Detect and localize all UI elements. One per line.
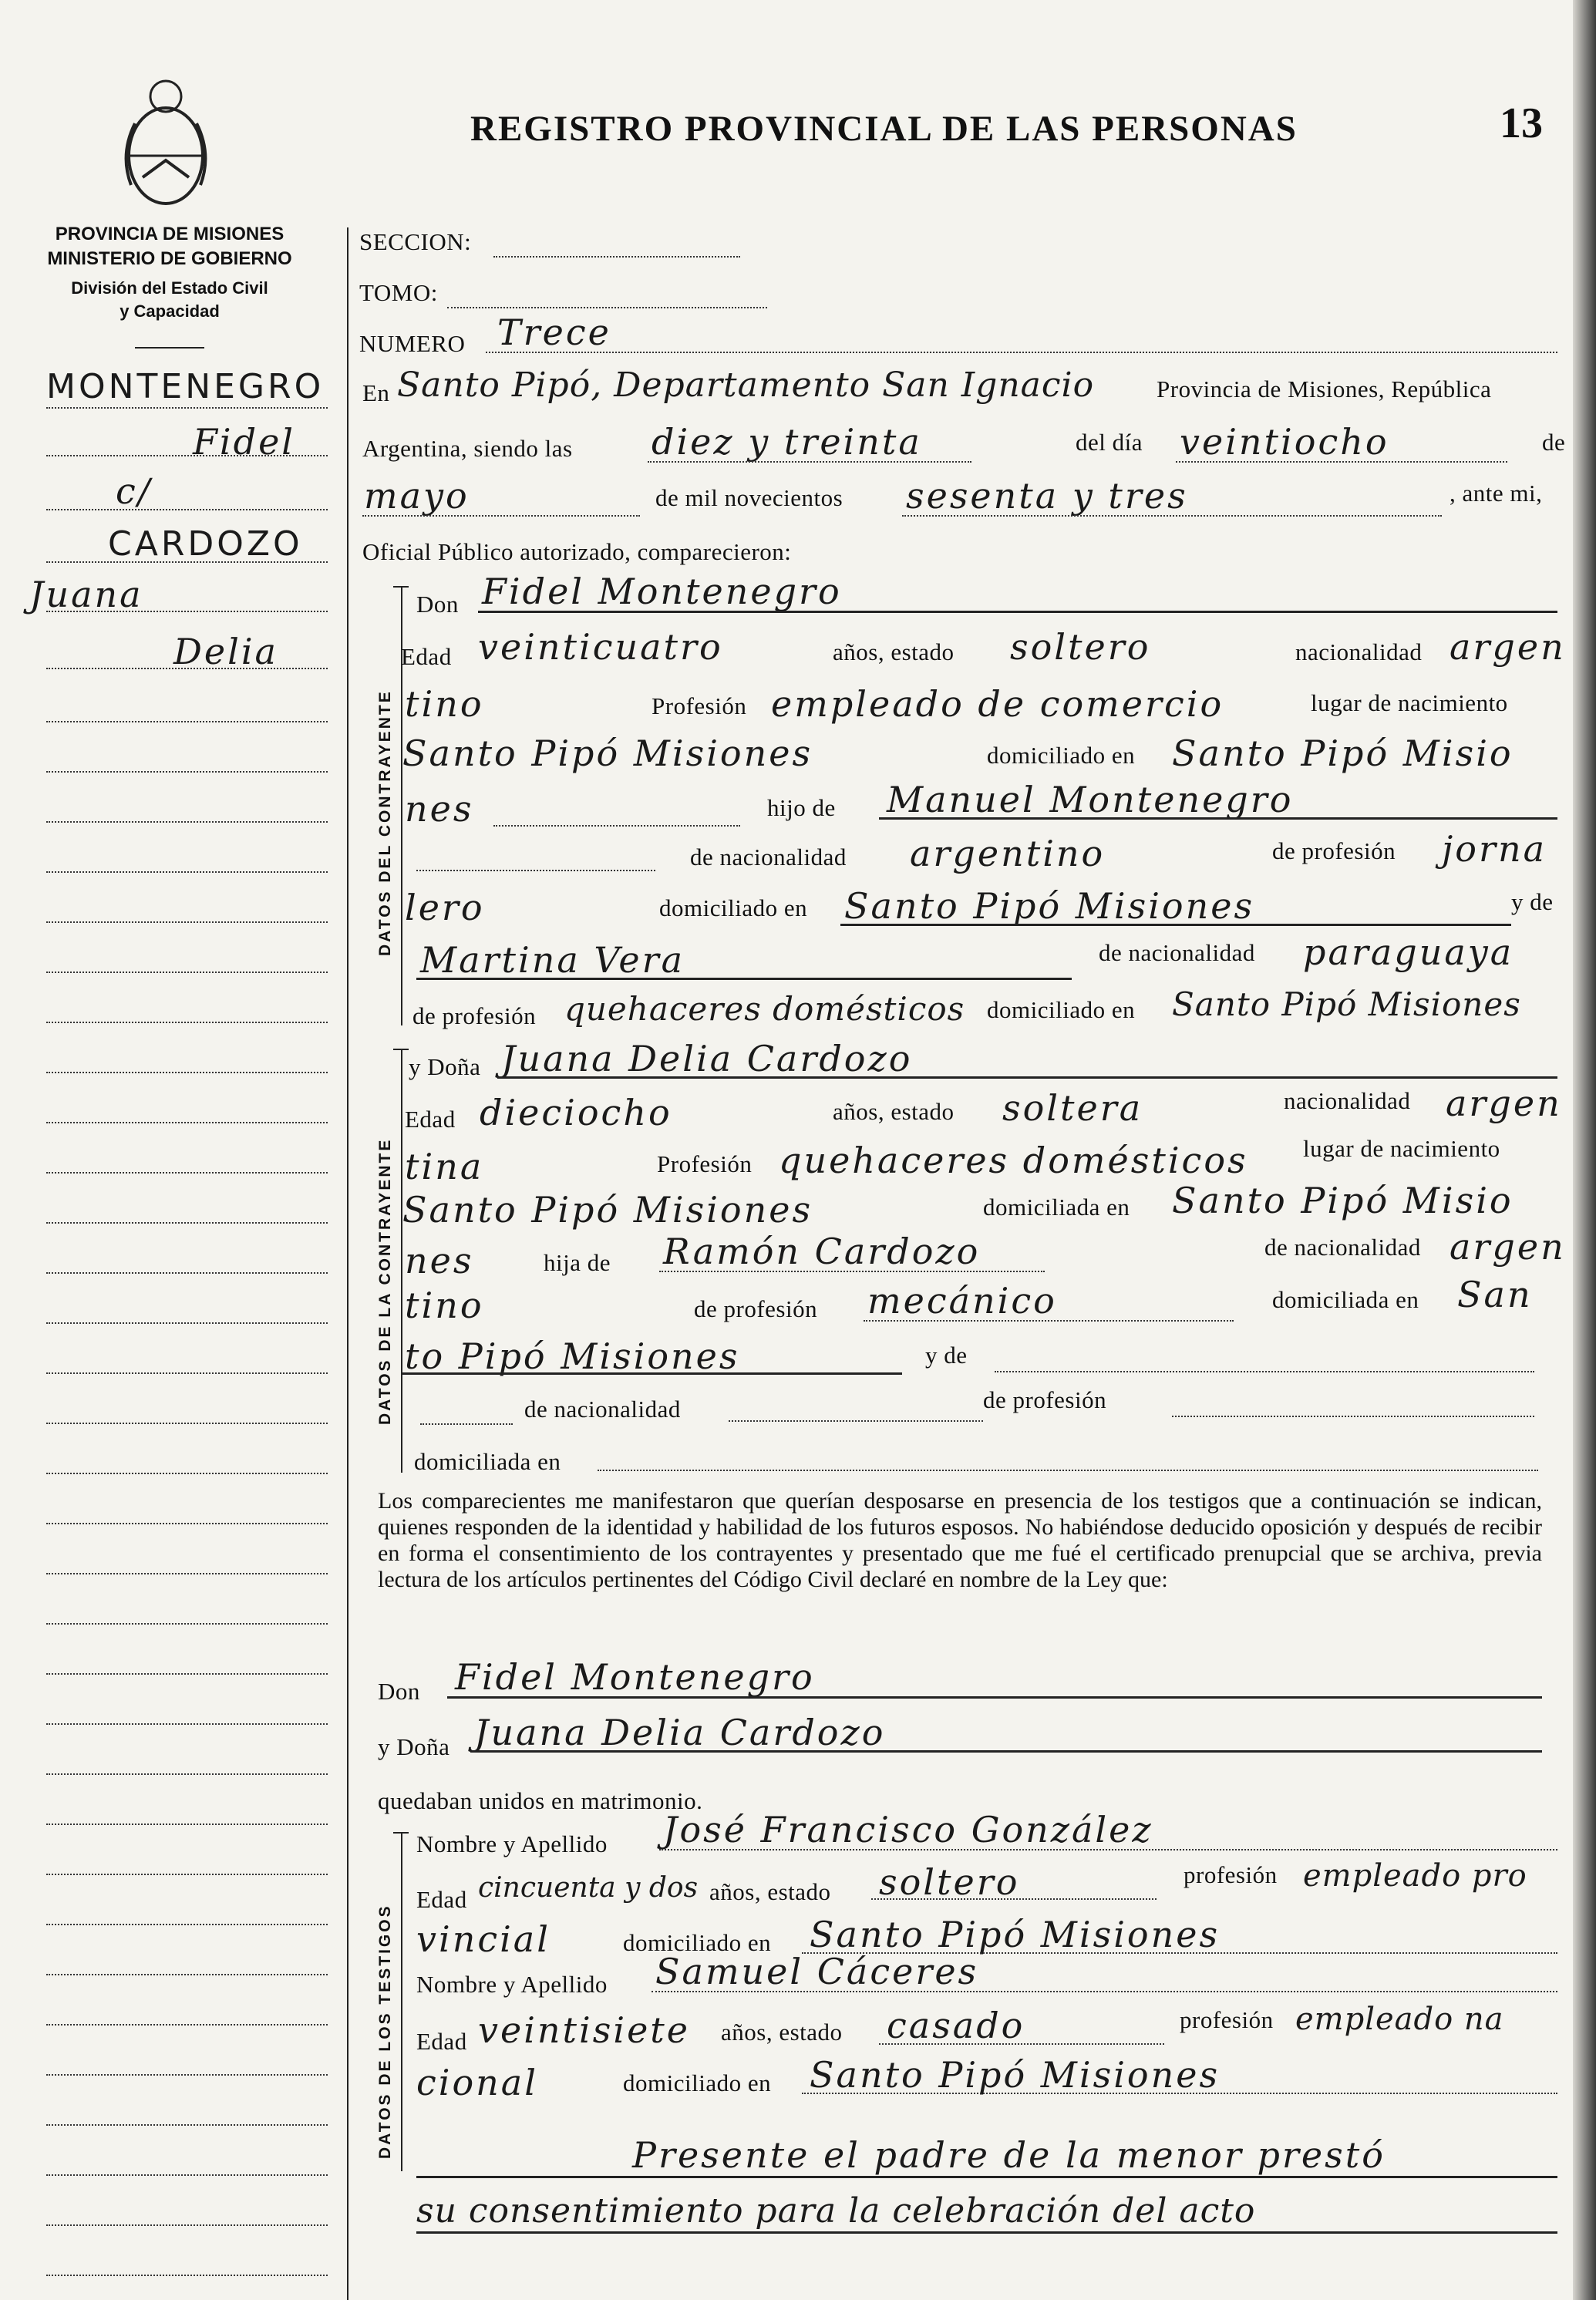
margin-divider bbox=[347, 227, 348, 2300]
anos-estado-label: años, estado bbox=[833, 638, 955, 665]
bride-birthplace: Santo Pipó Misiones bbox=[402, 1189, 813, 1231]
margin-line bbox=[46, 921, 328, 923]
margin-line bbox=[46, 771, 328, 773]
page-edge bbox=[1573, 0, 1596, 2300]
witness-section-bracket bbox=[401, 1832, 402, 2171]
bride-nat-b: tina bbox=[405, 1146, 484, 1187]
page-title: REGISTRO PROVINCIAL DE LAS PERSONAS bbox=[470, 109, 1298, 149]
bride-name-line bbox=[497, 1076, 1557, 1079]
bride-y-de-label: y de bbox=[925, 1342, 968, 1369]
margin-line bbox=[46, 1823, 328, 1825]
declaration-paragraph: Los comparecientes me manifestaron que querían desposarse en presencia de los testigos que a continuación se indican, quienes responden de la identidad y habilidad de los futuros esposos. No habiéndose deducido oposición y después de recibir en forma el consentimiento de los contrayentes y presentado que me fué el certificado prenupcial que se archiva, previa lectura de los artículos pertinentes del Código Civil declaré en nombre de la Ley que: bbox=[378, 1488, 1542, 1592]
bride-edad-label: Edad bbox=[405, 1106, 456, 1133]
margin-line bbox=[46, 1673, 328, 1675]
margin-line bbox=[46, 2224, 328, 2226]
oficial-text: Oficial Público autorizado, comparecieron: bbox=[362, 538, 792, 565]
margin-line bbox=[46, 1372, 328, 1374]
office-underline bbox=[135, 347, 204, 349]
w2-prof-b: cional bbox=[416, 2062, 538, 2103]
month-line bbox=[362, 515, 640, 517]
margin-conj: c/ bbox=[116, 470, 153, 512]
bride-anos-estado: años, estado bbox=[833, 1098, 955, 1125]
margin-line bbox=[46, 1222, 328, 1224]
margin-line bbox=[46, 1122, 328, 1123]
w1-prof-a: empleado pro bbox=[1303, 1858, 1527, 1894]
office-line1: PROVINCIA DE MISIONES bbox=[55, 224, 285, 244]
mother-nat-label: de nacionalidad bbox=[1099, 939, 1255, 966]
w2-status: casado bbox=[887, 2005, 1025, 2046]
y-de-label: y de bbox=[1511, 888, 1554, 915]
witness-bracket-top bbox=[393, 1832, 409, 1834]
nacionalidad-label: nacionalidad bbox=[1295, 638, 1423, 665]
bride-father: Ramón Cardozo bbox=[663, 1231, 981, 1272]
bride-father-dom-label: domiciliada en bbox=[1272, 1286, 1419, 1313]
margin-line bbox=[46, 871, 328, 873]
numero-value: Trece bbox=[497, 311, 611, 353]
w1-anos-estado: años, estado bbox=[709, 1878, 831, 1905]
groom-father-prof-a: jorna bbox=[1442, 828, 1547, 870]
groom-birthplace: Santo Pipó Misiones bbox=[402, 732, 813, 774]
groom-mother-line bbox=[416, 978, 1072, 980]
margin-given-1: Fidel bbox=[193, 421, 296, 463]
y-dona-label: y Doña bbox=[409, 1053, 481, 1080]
bride-father-prof-label: de profesión bbox=[694, 1295, 818, 1322]
w2-dom: Santo Pipó Misiones bbox=[810, 2054, 1221, 2096]
groom-father-dom-line bbox=[840, 924, 1511, 926]
groom-nat-a: argen bbox=[1450, 626, 1566, 668]
margin-line bbox=[46, 1573, 328, 1574]
bride-father-dom-b: to Pipó Misiones bbox=[405, 1335, 740, 1377]
decl-bride: Juana Delia Cardozo bbox=[474, 1712, 886, 1753]
decl-dona-label: y Doña bbox=[378, 1733, 450, 1760]
tomo-label: TOMO: bbox=[359, 279, 438, 306]
del-dia-text: del día bbox=[1076, 429, 1143, 456]
margin-line bbox=[46, 1623, 328, 1625]
groom-name: Fidel Montenegro bbox=[482, 571, 842, 612]
margin-line bbox=[46, 1072, 328, 1073]
w2-name-line bbox=[652, 1991, 1557, 1992]
w1-age: cincuenta y dos bbox=[478, 1872, 699, 1904]
groom-mother-nat: paraguaya bbox=[1303, 931, 1514, 973]
decl-groom: Fidel Montenegro bbox=[455, 1656, 815, 1698]
w1-prof-b: vincial bbox=[416, 1918, 551, 1960]
margin-line bbox=[46, 2124, 328, 2126]
margin-line bbox=[46, 1924, 328, 1925]
bride-father-dom-a: San bbox=[1457, 1274, 1533, 1315]
margin-line bbox=[46, 1473, 328, 1474]
office-line3: División del Estado Civil bbox=[71, 278, 268, 298]
numero-line bbox=[486, 352, 1557, 353]
domiciliado-label: domiciliado en bbox=[987, 742, 1136, 769]
bride-mother-line bbox=[995, 1371, 1534, 1372]
argentina-text: Argentina, siendo las bbox=[362, 435, 573, 462]
w2-anos-estado: años, estado bbox=[721, 2019, 843, 2046]
de-nacionalidad-label: de nacionalidad bbox=[690, 844, 847, 870]
groom-bracket-top bbox=[393, 586, 409, 588]
note-line-2: su consentimiento para la celebración del acto bbox=[416, 2191, 1256, 2231]
margin-line bbox=[46, 407, 328, 409]
bride-dom-label: domiciliada en bbox=[983, 1194, 1130, 1221]
don-label: Don bbox=[416, 591, 459, 618]
w2-name-label: Nombre y Apellido bbox=[416, 1971, 608, 1998]
margin-line bbox=[46, 721, 328, 722]
de-text: de bbox=[1542, 429, 1566, 456]
groom-mother-dom: Santo Pipó Misiones bbox=[1172, 985, 1521, 1023]
w2-profesion-label: profesión bbox=[1180, 2006, 1274, 2033]
bride-father-nat: argen bbox=[1450, 1226, 1566, 1268]
de-profesion-label: de profesión bbox=[1272, 837, 1396, 864]
groom-profession: empleado de comercio bbox=[771, 683, 1224, 725]
margin-line bbox=[46, 1322, 328, 1324]
bride-father-dom-line bbox=[401, 1372, 902, 1375]
bride-mother-nat-line bbox=[729, 1420, 983, 1422]
groom-age: veinticuatro bbox=[478, 626, 723, 668]
day-line bbox=[1176, 461, 1507, 463]
day-value: veintiocho bbox=[1180, 421, 1389, 463]
bride-bracket-top bbox=[393, 1049, 409, 1050]
w2-dom-label: domiciliado en bbox=[623, 2069, 772, 2096]
seccion-line bbox=[493, 256, 740, 258]
father-dom-label: domiciliado en bbox=[659, 894, 808, 921]
bride-dom-a: Santo Pipó Misio bbox=[1172, 1180, 1514, 1221]
hijo-de-label: hijo de bbox=[767, 794, 836, 821]
groom-dom-a: Santo Pipó Misio bbox=[1172, 732, 1514, 774]
bride-status: soltera bbox=[1002, 1087, 1143, 1129]
mother-dom-label: domiciliado en bbox=[987, 996, 1136, 1023]
margin-line bbox=[46, 2074, 328, 2076]
w1-name: José Francisco González bbox=[663, 1809, 1153, 1850]
groom-name-line bbox=[478, 611, 1557, 613]
bride-father-line bbox=[659, 1271, 1045, 1272]
note-line-1: Presente el padre de la menor prestó bbox=[632, 2134, 1386, 2176]
note-underline-2 bbox=[416, 2231, 1557, 2234]
w2-age: veintisiete bbox=[478, 2009, 690, 2051]
numero-label: NUMERO bbox=[359, 330, 466, 357]
month-value: mayo bbox=[364, 475, 470, 517]
bride-father-prof: mecánico bbox=[867, 1280, 1057, 1322]
w1-dom-label: domiciliado en bbox=[623, 1929, 772, 1956]
bride-mother-line-2 bbox=[420, 1423, 513, 1425]
w2-dom-line bbox=[802, 2093, 1557, 2094]
margin-line bbox=[46, 611, 328, 612]
w1-status: soltero bbox=[879, 1861, 1020, 1903]
margin-line bbox=[46, 2275, 328, 2276]
groom-father-dom: Santo Pipó Misiones bbox=[844, 885, 1255, 927]
year-value: sesenta y tres bbox=[906, 475, 1188, 517]
profesion-label: Profesión bbox=[652, 692, 747, 719]
hour-line bbox=[648, 461, 971, 463]
margin-line bbox=[46, 972, 328, 973]
bride-mother-dom-label: domiciliada en bbox=[414, 1448, 561, 1475]
w2-status-line bbox=[879, 2043, 1164, 2045]
note-underline-1 bbox=[416, 2176, 1557, 2178]
bride-profession: quehaceres domésticos bbox=[779, 1140, 1248, 1181]
margin-line bbox=[46, 2174, 328, 2176]
hija-de-label: hija de bbox=[544, 1249, 611, 1276]
tomo-line bbox=[447, 307, 767, 308]
bride-dom-b: nes bbox=[405, 1240, 474, 1281]
groom-line bbox=[416, 870, 655, 871]
w1-dom: Santo Pipó Misiones bbox=[810, 1914, 1221, 1955]
groom-father-nat: argentino bbox=[910, 833, 1106, 874]
hour-value: diez y treinta bbox=[652, 421, 922, 463]
seccion-label: SECCION: bbox=[359, 228, 472, 255]
place-value: Santo Pipó, Departamento San Ignacio bbox=[397, 365, 1095, 405]
margin-line bbox=[46, 561, 328, 563]
margin-line bbox=[46, 455, 328, 456]
bride-age: dieciocho bbox=[480, 1092, 672, 1133]
edad-label: Edad bbox=[401, 643, 452, 670]
w1-status-line bbox=[871, 1898, 1157, 1900]
w1-edad-label: Edad bbox=[416, 1886, 467, 1913]
margin-surname-2: CARDOZO bbox=[108, 524, 303, 564]
decl-bride-line bbox=[470, 1750, 1542, 1753]
bride-father-prof-line bbox=[864, 1320, 1234, 1322]
w1-name-label: Nombre y Apellido bbox=[416, 1830, 608, 1857]
witness-section-label: DATOS DE LOS TESTIGOS bbox=[376, 1904, 394, 2159]
groom-father: Manuel Montenegro bbox=[887, 779, 1294, 820]
ante-mi-text: , ante mi, bbox=[1450, 480, 1543, 507]
groom-mother: Martina Vera bbox=[420, 939, 685, 981]
lugar-nac-label: lugar de nacimiento bbox=[1311, 689, 1508, 716]
bride-nat-a: argen bbox=[1446, 1083, 1562, 1124]
quedaban-text: quedaban unidos en matrimonio. bbox=[378, 1787, 703, 1814]
margin-line bbox=[46, 1423, 328, 1424]
margin-line bbox=[46, 1523, 328, 1524]
w1-name-line bbox=[659, 1849, 1557, 1850]
de-mil-text: de mil novecientos bbox=[655, 484, 843, 511]
groom-father-line bbox=[879, 817, 1557, 820]
margin-line bbox=[46, 821, 328, 823]
margin-line bbox=[46, 1974, 328, 1975]
decl-don-label: Don bbox=[378, 1678, 420, 1705]
margin-line bbox=[46, 1874, 328, 1875]
margin-line bbox=[46, 1723, 328, 1725]
office-line4: y Capacidad bbox=[120, 301, 220, 321]
groom-status: soltero bbox=[1010, 626, 1151, 668]
margin-line bbox=[46, 2024, 328, 2026]
groom-section-label: DATOS DEL CONTRAYENTE bbox=[376, 689, 394, 956]
groom-mother-prof: quehaceres domésticos bbox=[564, 990, 965, 1028]
margin-given-2a: Juana bbox=[29, 574, 143, 615]
margin-line bbox=[46, 1272, 328, 1274]
margin-given-2b: Delia bbox=[173, 631, 278, 672]
bride-lugar-label: lugar de nacimiento bbox=[1303, 1135, 1500, 1162]
w2-name: Samuel Cáceres bbox=[655, 1951, 979, 1992]
bride-father-nat-label: de nacionalidad bbox=[1264, 1234, 1421, 1261]
bride-mother-dom-line bbox=[598, 1470, 1538, 1471]
year-line bbox=[902, 515, 1442, 517]
groom-nat-b: tino bbox=[405, 683, 484, 725]
bride-section-label: DATOS DE LA CONTRAYENTE bbox=[376, 1137, 394, 1425]
margin-line bbox=[46, 509, 328, 510]
margin-line bbox=[46, 668, 328, 669]
en-label: En bbox=[362, 379, 390, 406]
margin-line bbox=[46, 1773, 328, 1775]
provincia-text: Provincia de Misiones, República bbox=[1157, 375, 1492, 402]
bride-father-nat-b: tino bbox=[405, 1285, 484, 1326]
mother-prof-label: de profesión bbox=[412, 1002, 537, 1029]
w1-profesion-label: profesión bbox=[1184, 1861, 1278, 1888]
bride-name: Juana Delia Cardozo bbox=[501, 1038, 913, 1079]
coat-of-arms-icon bbox=[116, 69, 216, 216]
w2-prof-a: empleado na bbox=[1295, 2002, 1504, 2037]
margin-line bbox=[46, 1172, 328, 1174]
bride-mother-prof-label: de profesión bbox=[983, 1386, 1107, 1413]
office-line2: MINISTERIO DE GOBIERNO bbox=[47, 248, 292, 269]
groom-father-prof-b: lero bbox=[405, 887, 485, 928]
w2-edad-label: Edad bbox=[416, 2028, 467, 2055]
bride-profesion-label: Profesión bbox=[657, 1150, 753, 1177]
margin-surname-1: MONTENEGRO bbox=[46, 367, 325, 406]
groom-dom-line bbox=[493, 825, 740, 827]
page-number: 13 bbox=[1500, 99, 1543, 147]
bride-mother-prof-line bbox=[1172, 1416, 1534, 1417]
margin-line bbox=[46, 1022, 328, 1023]
bride-section-bracket bbox=[401, 1049, 402, 1473]
decl-groom-line bbox=[447, 1696, 1542, 1699]
bride-mother-nat-label: de nacionalidad bbox=[524, 1396, 681, 1423]
bride-nat-label: nacionalidad bbox=[1284, 1087, 1411, 1114]
groom-dom-b: nes bbox=[405, 788, 474, 830]
